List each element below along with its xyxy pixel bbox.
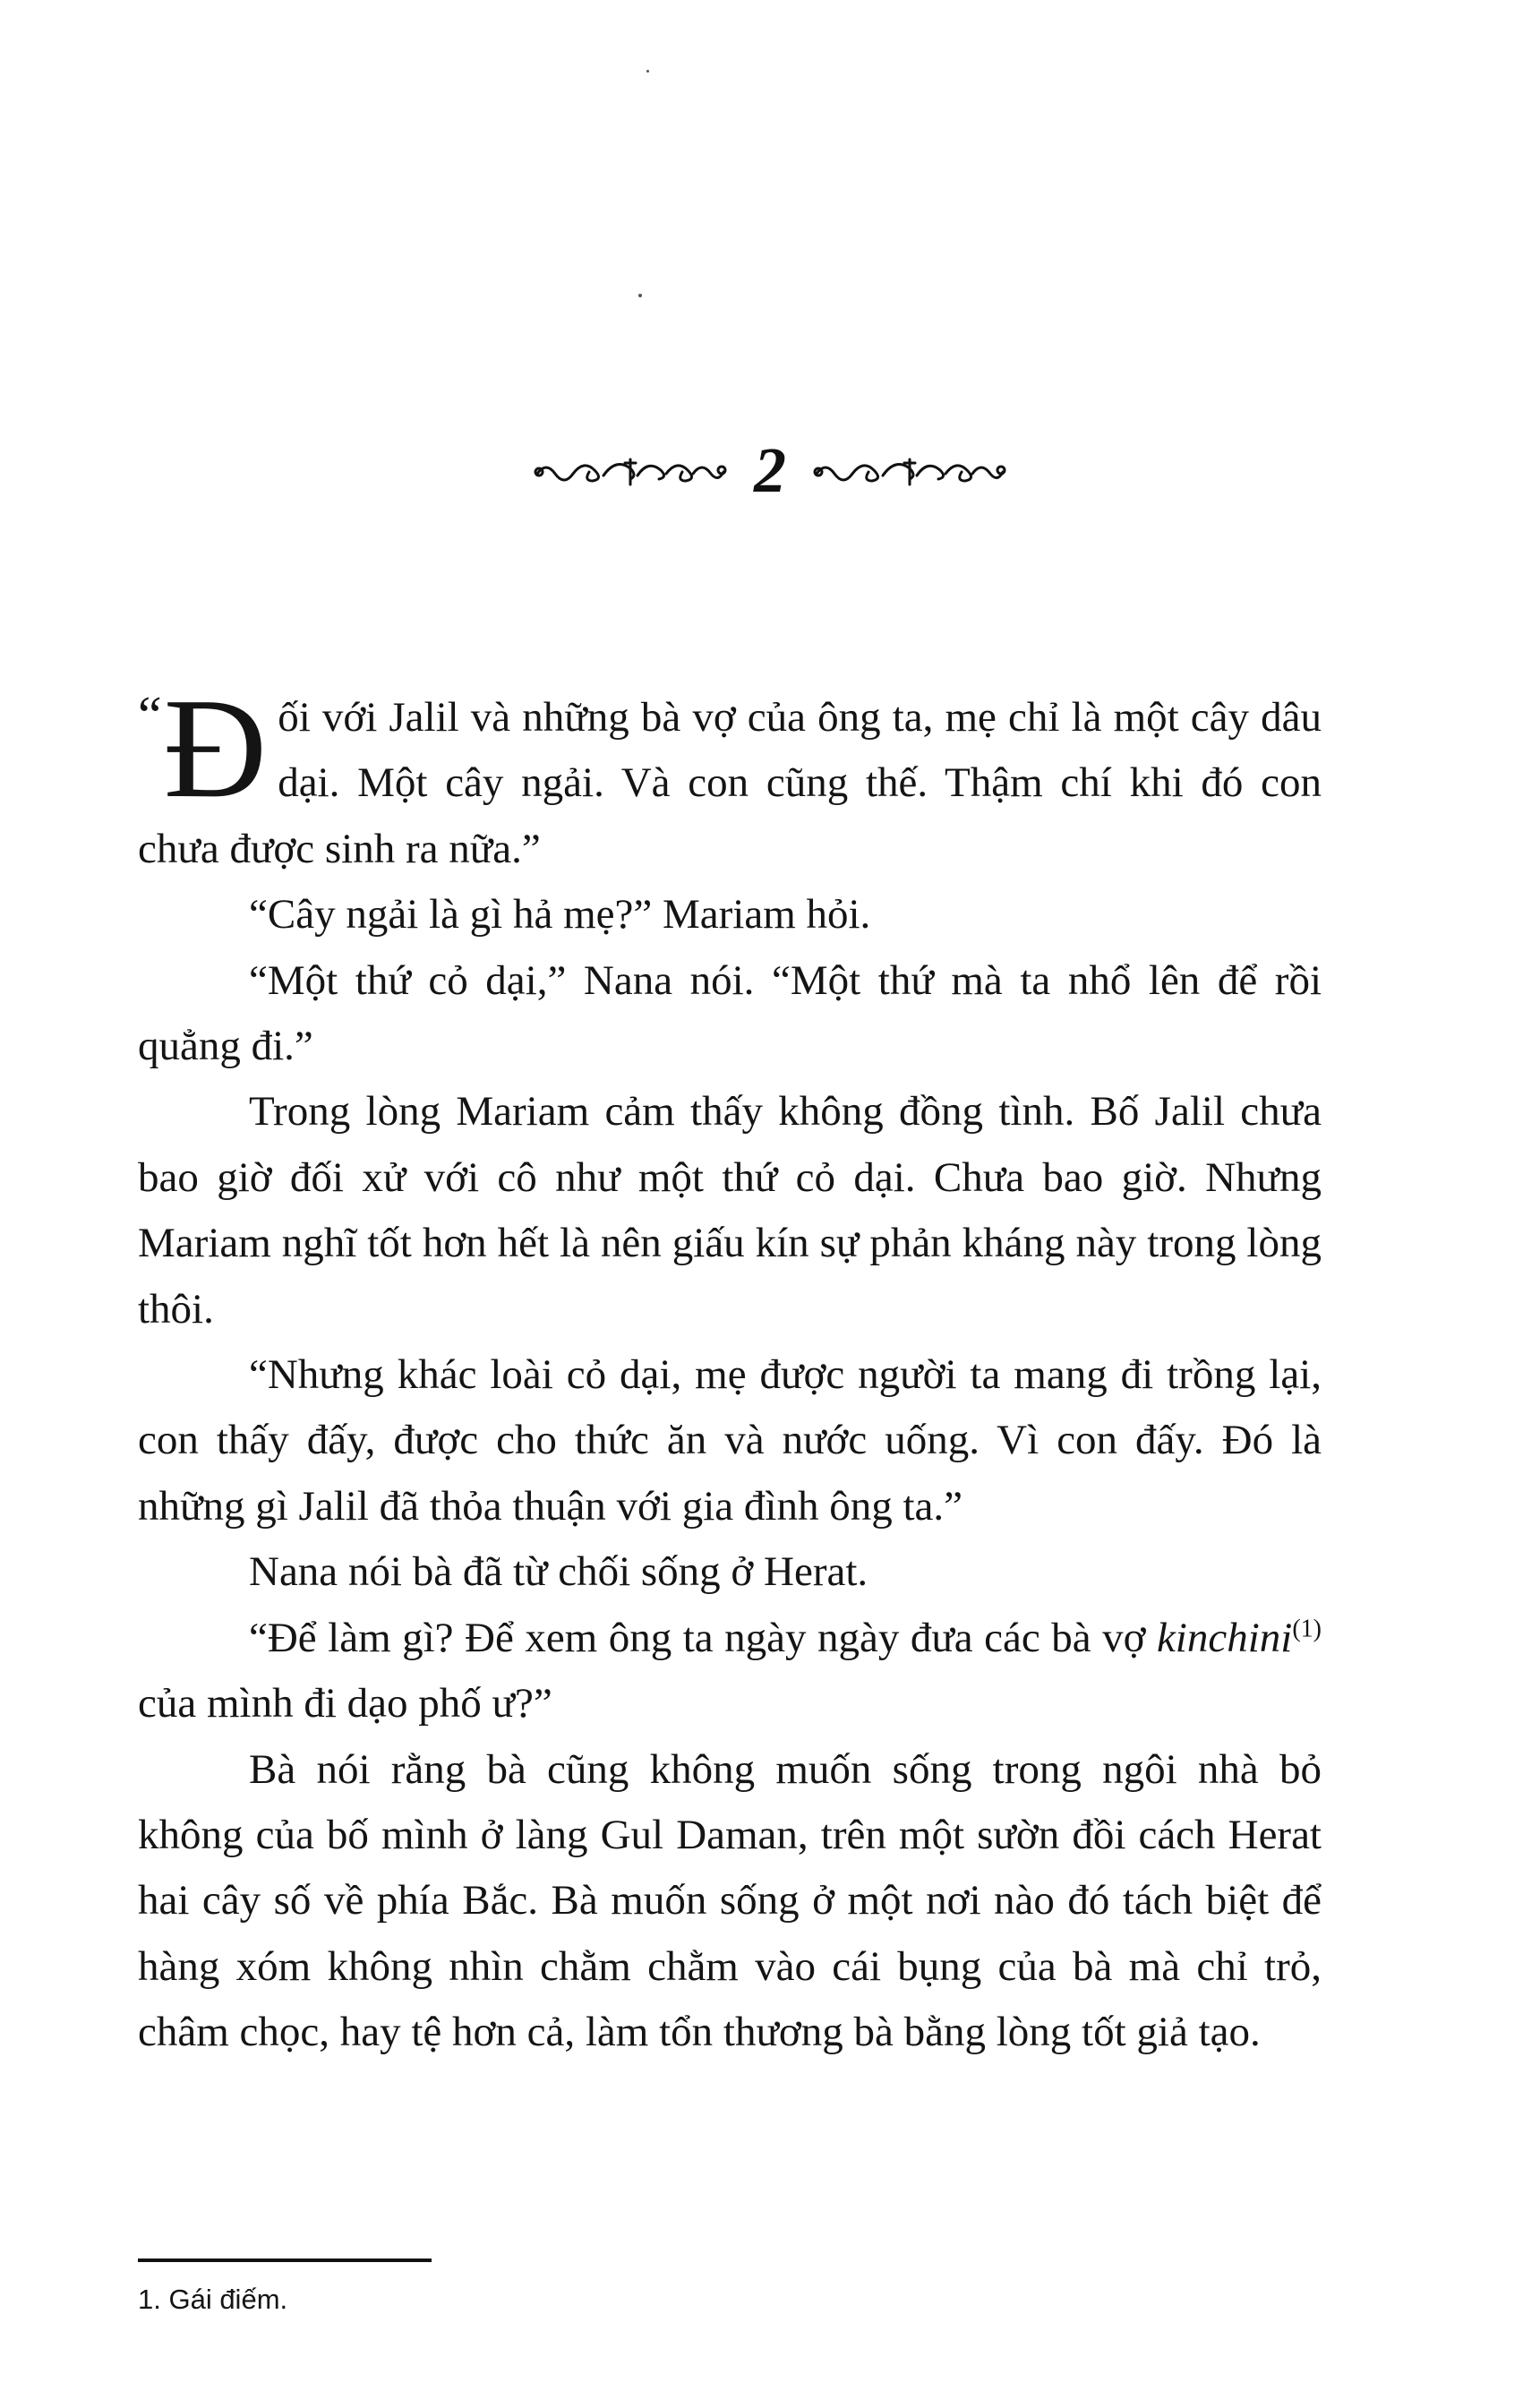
scan-speck (646, 70, 649, 73)
chapter-number: 2 (754, 434, 786, 506)
footnote: 1. Gái điếm. (138, 2284, 288, 2315)
drop-cap: Đ (163, 668, 268, 827)
paragraph (138, 1606, 1322, 1737)
italic-term: kinchini (1156, 1614, 1293, 1661)
paragraph-text: ối với Jalil và những bà vợ của ông ta, mẹ chỉ là một cây dâu dại. Một cây ngải. Và con cũng thế. Thậm chí khi đó con chưa được sinh ra nữa.” (138, 694, 1322, 872)
paragraph-text: “Để làm gì? Để xem ông ta ngày ngày đưa các bà vợ (249, 1614, 1157, 1661)
paragraph-text: của mình đi dạo phố ư?” (138, 1680, 552, 1727)
paragraph: “Một thứ cỏ dại,” Nana nói. “Một thứ mà ta nhổ lên để rồi quẳng đi.” (138, 956, 1322, 1070)
paragraph: Trong lòng Mariam cảm thấy không đồng tình. Bố Jalil chưa bao giờ đối xử với cô như một thứ cỏ dại. Chưa bao giờ. Nhưng Mariam nghĩ tốt hơn hết là nên giấu kín sự phản kháng này trong lòng thôi. (138, 1088, 1322, 1333)
paragraph: “Nhưng khác loài cỏ dại, mẹ được người ta mang đi trồng lại, con thấy đấy, được cho thức ăn và nước uống. Vì con đấy. Đó là những gì Jalil đã thỏa thuận với gia đình ông ta.” (138, 1351, 1322, 1530)
body-text (138, 668, 1322, 2066)
scroll-ornament-icon (811, 452, 1008, 488)
chapter-heading (0, 430, 1540, 510)
opening-quote: “ (138, 686, 162, 745)
paragraph: “Cây ngải là gì hả mẹ?” Mariam hỏi. (249, 891, 871, 939)
paragraph: Bà nói rằng bà cũng không muốn sống trong ngôi nhà bỏ không của bố mình ở làng Gul Daman, trên một sườn đồi cách Herat hai cây số về phía Bắc. Bà muốn sống ở một nơi nào đó tách biệt để hàng xóm không nhìn chằm chằm vào cái bụng của bà mà chỉ trỏ, châm chọc, hay tệ hơn cả, làm tổn thương bà bằng lòng tốt giả tạo. (138, 1745, 1322, 2056)
scroll-ornament-icon (532, 452, 729, 488)
scan-speck (638, 294, 642, 297)
footnote-divider (138, 2259, 432, 2262)
paragraph-opening (138, 668, 1322, 882)
footnote-reference: (1) (1292, 1615, 1322, 1643)
paragraph: Nana nói bà đã từ chối sống ở Herat. (249, 1548, 868, 1596)
